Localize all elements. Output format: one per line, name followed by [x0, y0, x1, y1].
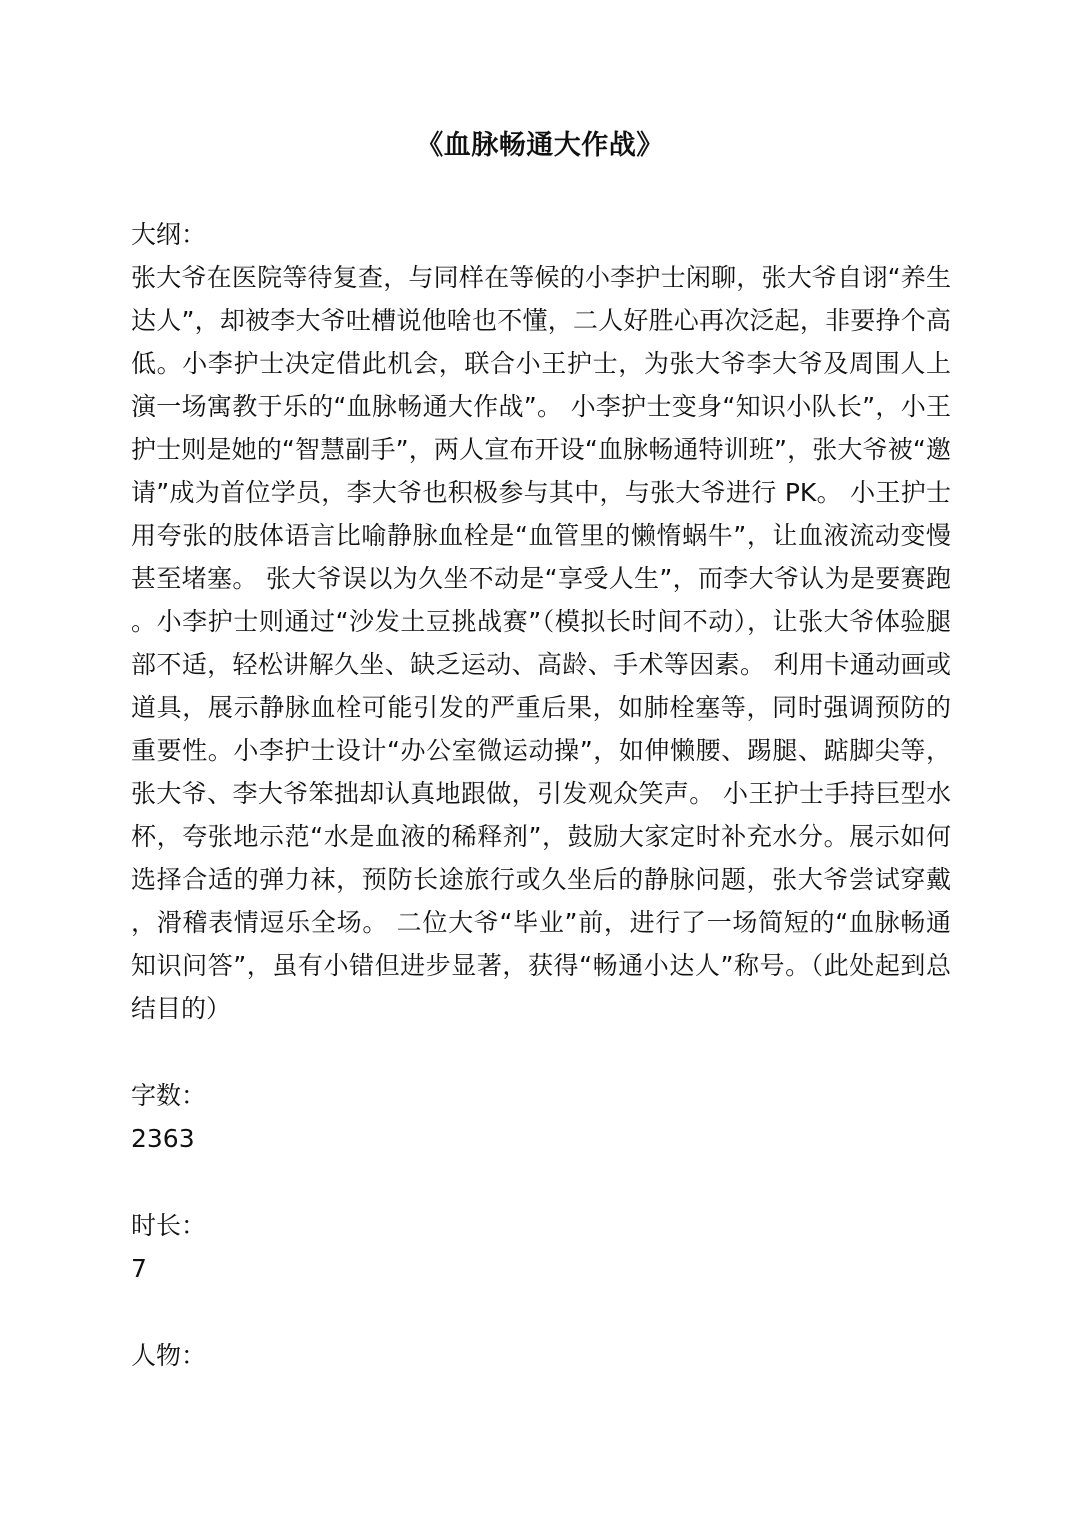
duration-value: 7 — [131, 1254, 147, 1283]
characters-label: 人物： — [131, 1341, 207, 1370]
section-spacer — [131, 1160, 951, 1204]
duration-label: 时长： — [131, 1211, 207, 1240]
section-spacer — [131, 1290, 951, 1334]
outline-label: 大纲： — [131, 220, 207, 249]
word-count-label: 字数： — [131, 1081, 207, 1110]
document-body — [131, 213, 951, 1377]
word-count-value: 2363 — [131, 1124, 195, 1153]
document-title: 《血脉畅通大作战》 — [416, 130, 664, 161]
outline-text: 张大爷在医院等待复查，与同样在等候的小李护士闲聊，张大爷自诩“养生达人”，却被李大爷吐槽说他啥也不懂，二人好胜心再次泛起，非要挣个高低。小李护士决定借此机会，联合小王护士，为张大爷李大爷及周围人上演一场寓教于乐的“血脉畅通大作战”。 小李护士变身“知识小队长”，小王护士则是她的“智慧副手”，两人宣布开设“血脉畅通特训班”，张大爷被“邀请”成为首位学员，李大爷也积极参与其中，与张大爷进行 PK。 小王护士用夸张的肢体语言比喻静脉血栓是“血管里的懒惰蜗牛”，让血液流动变慢甚至堵塞。 张大爷误以为久坐不动是“享受人生”，而李大爷认为是要赛跑。小李护士则通过“沙发土豆挑战赛”（模拟长时间不动），让张大爷体验腿部不适，轻松讲解久坐、缺乏运动、高龄、手术等因素。 利用卡通动画或道具，展示静脉血栓可能引发的严重后果，如肺栓塞等，同时强调预防的重要性。小李护士设计“办公室微运动操”，如伸懒腰、踢腿、踮脚尖等，张大爷、李大爷笨拙却认真地跟做，引发观众笑声。 小王护士手持巨型水杯，夸张地示范“水是血液的稀释剂”，鼓励大家定时补充水分。展示如何选择合适的弹力袜，预防长途旅行或久坐后的静脉问题，张大爷尝试穿戴，滑稽表情逗乐全场。 二位大爷“毕业”前，进行了一场简短的“血脉畅通知识问答”，虽有小错但进步显著，获得“畅通小达人”称号。（此处起到总结目的） — [131, 263, 951, 1023]
section-spacer — [131, 1030, 951, 1074]
